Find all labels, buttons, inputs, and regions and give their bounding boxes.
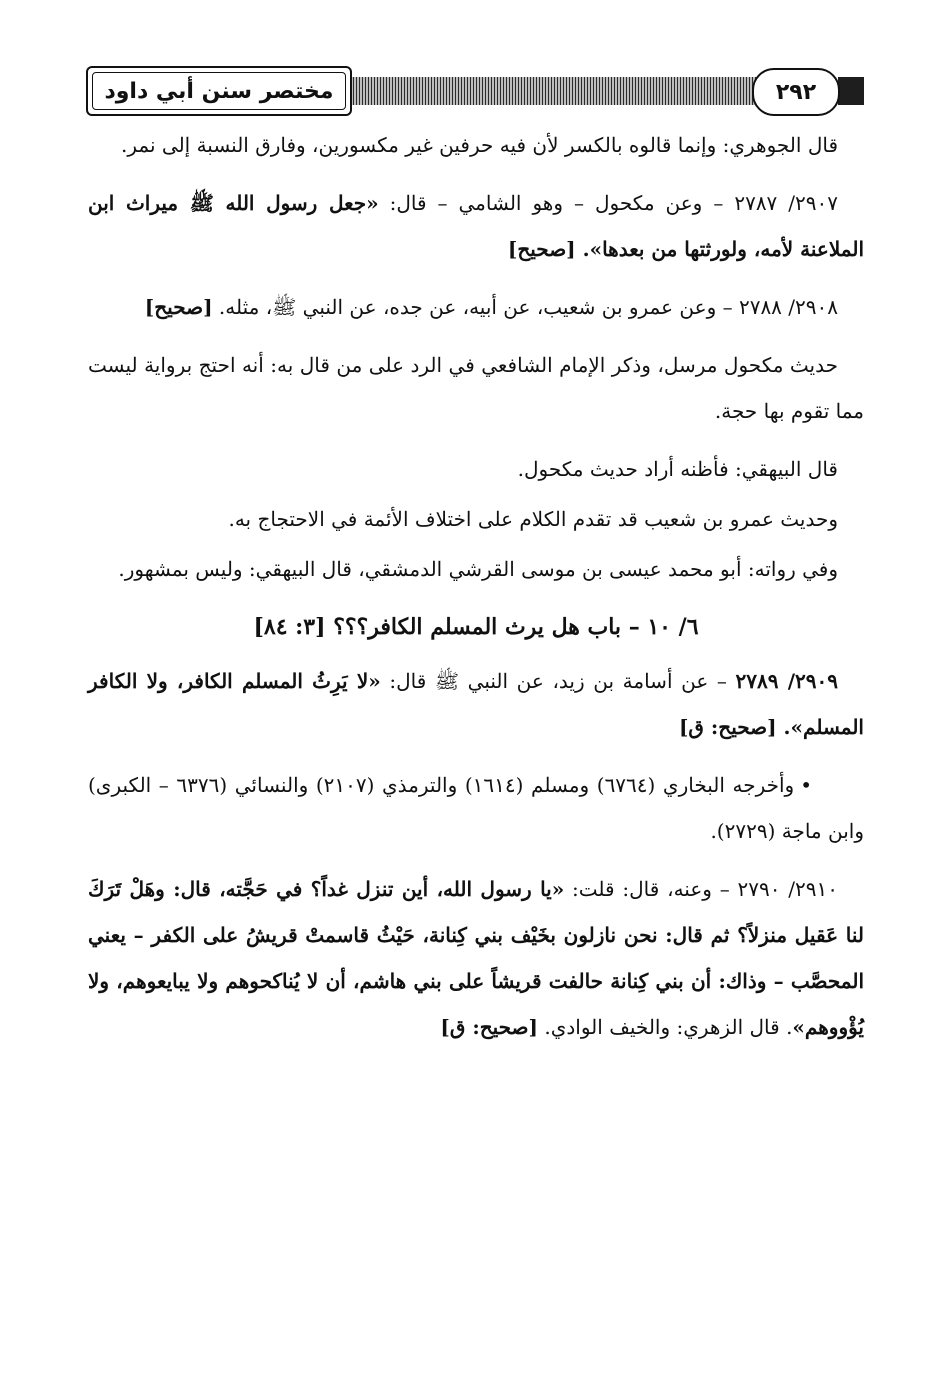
bullet-icon: • (800, 773, 813, 797)
page-header (86, 66, 864, 116)
hadith-2910 (88, 866, 864, 1050)
paragraph-ruwat: وفي رواته: أبو محمد عيسى بن موسى القرشي الدمشقي، قال البيهقي: وليس بمشهور. (118, 557, 838, 581)
hadith-2909 (88, 658, 864, 750)
header-bar-end (838, 77, 864, 105)
paragraph-jawhari: قال الجوهري: وإنما قالوه بالكسر لأن فيه حرفين غير مكسورين، وفارق النسبة إلى نمر. (121, 133, 838, 157)
hadith-2908 (88, 284, 864, 330)
hadith-grade: [صحيح] (144, 295, 213, 319)
paragraph-bayhaqi: قال البيهقي: فأظنه أراد حديث مكحول. (517, 457, 838, 481)
page-content (88, 122, 864, 1062)
hadith-text: – وعن عمرو بن شعيب، عن أبيه، عن جده، عن النبي ﷺ، مثله. (218, 295, 739, 319)
takhrij-note (88, 762, 864, 854)
hadith-2907 (88, 180, 864, 272)
hadith-quote: «لا يَرِثُ المسلم الكافر، ولا الكافر المسلم». [صحيح: ق] (88, 669, 864, 739)
book-title: مختصر سنن أبي داود (86, 66, 352, 116)
hadith-number: ٢٩١٠/ ٢٧٩٠ (737, 877, 838, 901)
hadith-quote: «جعل رسول الله ﷺ ميراث ابن الملاعنة لأمه، ولورثتها من بعدها». [صحيح] (88, 191, 864, 261)
hadith-text: – وعنه، قال: قلت: (564, 877, 738, 901)
takhrij-text: وأخرجه البخاري (٦٧٦٤) ومسلم (١٦١٤) والترمذي (٢١٠٧) والنسائي (٦٣٧٦ – الكبرى) وابن ماجة (٢٧٢٩). (88, 773, 864, 843)
hadith-text: – وعن مكحول – وهو الشامي – قال: (378, 191, 735, 215)
header-decorative-bar (344, 77, 764, 105)
chapter-heading: ٦/ ١٠ – باب هل يرث المسلم الكافر؟؟؟ [٣: ٨٤] (253, 614, 699, 640)
hadith-grade: [صحيح: ق] (440, 1015, 539, 1039)
paragraph-makhul: حديث مكحول مرسل، وذكر الإمام الشافعي في الرد على من قال به: أنه احتج برواية ليست مما تقوم بها حجة. (88, 353, 864, 423)
hadith-tail: . قال الزهري: والخيف الوادي. (538, 1015, 793, 1039)
hadith-number: ٢٩٠٩/ ٢٧٨٩ (735, 669, 838, 693)
hadith-number: ٢٩٠٨/ ٢٧٨٨ (738, 295, 838, 319)
paragraph-amr: وحديث عمرو بن شعيب قد تقدم الكلام على اختلاف الأئمة في الاحتجاج به. (228, 507, 838, 531)
hadith-number: ٢٩٠٧/ ٢٧٨٧ (734, 191, 838, 215)
hadith-text: – عن أسامة بن زيد، عن النبي ﷺ قال: (380, 669, 736, 693)
page-number: ٢٩٢ (752, 68, 840, 116)
hadith-quote: «يا رسول الله، أين تنزل غداً؟ في حَجَّته، قال: وهَلْ تَرَكَ لنا عَقيل منزلاً؟ ثم قال: نحن نازلون بخَيْف بني كِنانة، حَيْثُ قاسمتْ قريشُ على الكفر – يعني المحصَّب – وذاك: أن بني كِنانة حالفت قريشاً على بني هاشم، أن لا يُناكحوهم ولا يبايعوهم، ولا يُؤْووهم» (88, 877, 864, 1039)
